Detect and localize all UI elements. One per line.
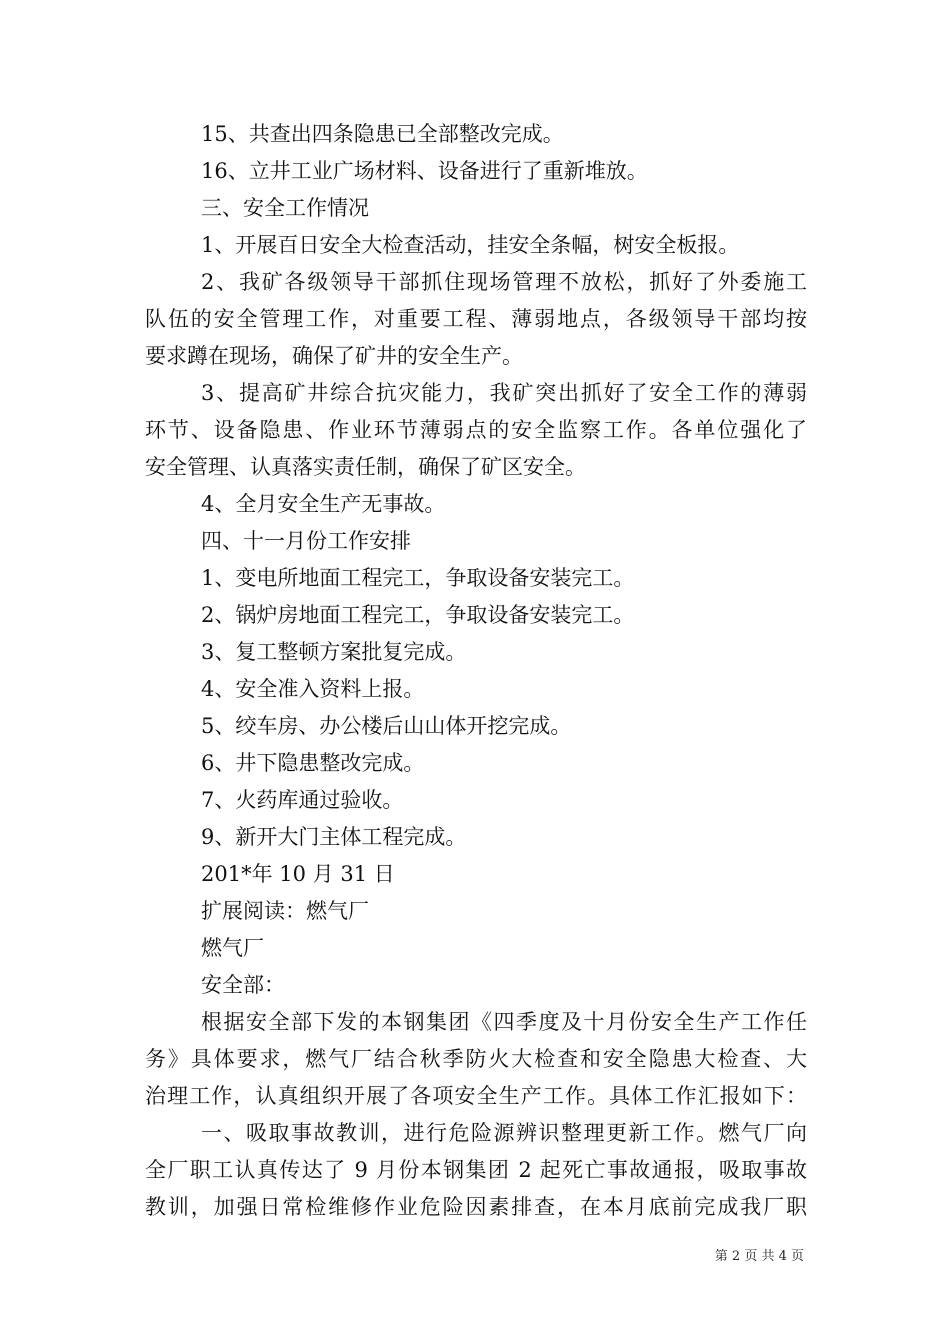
- text-line: 1、开展百日安全大检查活动，挂安全条幅，树安全板报。: [201, 233, 740, 257]
- text-line: 4、全月安全生产无事故。: [201, 492, 446, 516]
- section-heading: 四、十一月份工作安排: [201, 529, 411, 553]
- text-line: 安全管理、认真落实责任制，确保了矿区安全。: [145, 455, 586, 479]
- text-line: 16、立井工业广场材料、设备进行了重新堆放。: [201, 159, 648, 183]
- text-line: 1、变电所地面工程完工，争取设备安装完工。: [201, 566, 635, 590]
- text-line: 7、火药库通过验收。: [201, 788, 404, 812]
- text-line: 扩展阅读：燃气厂: [201, 899, 369, 923]
- text-line: 一、吸取事故教训，进行危险源辨识整理更新工作。燃气厂向: [201, 1121, 807, 1145]
- text-line: 燃气厂: [201, 936, 264, 960]
- text-line: 6、井下隐患整改完成。: [201, 751, 425, 775]
- text-line: 务》具体要求，燃气厂结合秋季防火大检查和安全隐患大检查、大: [145, 1047, 807, 1071]
- text-line: 队伍的安全管理工作，对重要工程、薄弱地点，各级领导干部均按: [145, 307, 807, 331]
- text-line: 9、新开大门主体工程完成。: [201, 825, 467, 849]
- text-line: 环节、设备隐患、作业环节薄弱点的安全监察工作。各单位强化了: [145, 418, 807, 442]
- document-body: [145, 116, 807, 1226]
- text-line: 3、复工整顿方案批复完成。: [201, 640, 467, 664]
- text-line: 全厂职工认真传达了 9 月份本钢集团 2 起死亡事故通报，吸取事故: [145, 1158, 807, 1182]
- text-line: 15、共查出四条隐患已全部整改完成。: [201, 122, 564, 146]
- text-line: 安全部：: [201, 973, 285, 997]
- text-line: 3、提高矿井综合抗灾能力，我矿突出抓好了安全工作的薄弱: [201, 381, 807, 405]
- text-line: 根据安全部下发的本钢集团《四季度及十月份安全生产工作任: [201, 1010, 807, 1034]
- text-line: 4、安全准入资料上报。: [201, 677, 425, 701]
- section-heading: 三、安全工作情况: [201, 196, 369, 220]
- date-line: 201*年 10 月 31 日: [201, 862, 395, 886]
- text-line: 治理工作，认真组织开展了各项安全生产工作。具体工作汇报如下：: [145, 1084, 807, 1108]
- text-line: 2、我矿各级领导干部抓住现场管理不放松，抓好了外委施工: [201, 270, 807, 294]
- text-line: 2、锅炉房地面工程完工，争取设备安装完工。: [201, 603, 635, 627]
- text-line: 要求蹲在现场，确保了矿井的安全生产。: [145, 344, 523, 368]
- text-line: 教训，加强日常检维修作业危险因素排查，在本月底前完成我厂职: [145, 1195, 807, 1219]
- text-line: 5、绞车房、办公楼后山山体开挖完成。: [201, 714, 572, 738]
- page-number: 第 2 页 共 4 页: [714, 1249, 804, 1264]
